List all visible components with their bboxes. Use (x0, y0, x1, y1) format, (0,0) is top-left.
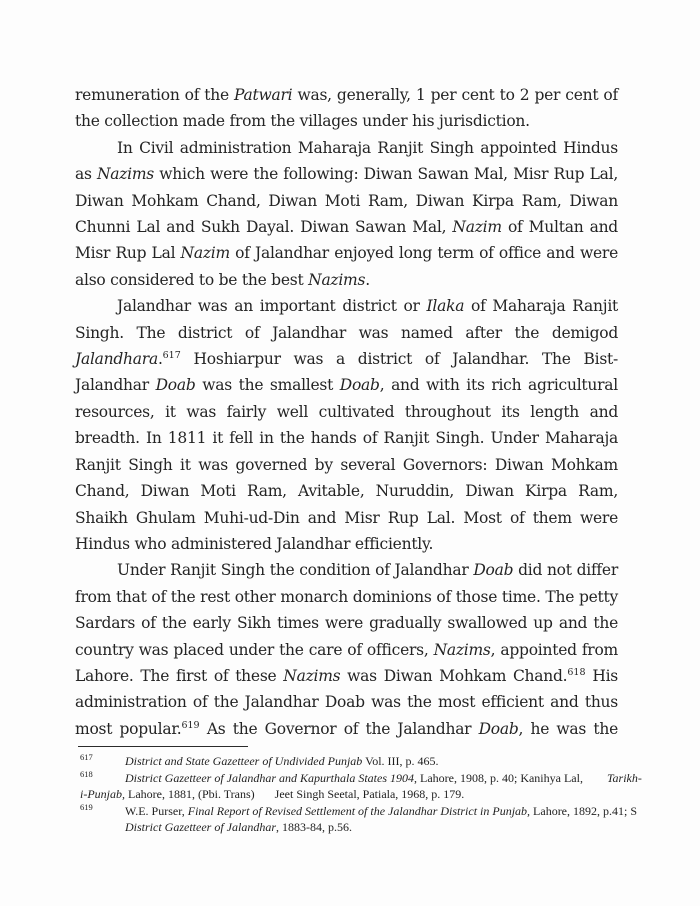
text-run: . (157, 350, 163, 369)
footnote-line (80, 770, 692, 787)
footnote-line (80, 753, 692, 770)
text-run: did not differ from that of the rest other monarch dominions of those time. The petty Sardars of the early Sikh times were gradually swallowed up and the country was placed under the care of officers, (75, 561, 619, 659)
text-run: , he was the (518, 719, 618, 738)
italic-text: District Gazetteer of Jalandhar and Kapurthala States 1904 (125, 770, 414, 785)
italic-text: District and State Gazetteer of Undivided Punjab (125, 754, 363, 768)
italic-text: Nazims (96, 165, 155, 184)
footnote-line (80, 803, 692, 820)
paragraph (75, 557, 618, 742)
text-run: Jeet Singh Seetal, Patiala, 1968, p. 179. (274, 787, 465, 801)
footnote-number: 619 (80, 801, 93, 812)
italic-text: Patwari (234, 86, 293, 104)
text-run: which were the following: Diwan Sawan Mal, Misr Rup Lal, Diwan Mohkam Chand, Diwan Moti Ram, Diwan Kirpa Ram, Diwan Chunni Lal and Sukh Dayal. Diwan Sawan Mal, (75, 165, 618, 237)
text-run: W.E. Purser, (125, 803, 188, 818)
italic-text: Doab (473, 561, 514, 580)
footnote-line (80, 819, 692, 836)
text-run: In Civil administration Maharaja Ranjit Singh appointed Hindus as (75, 138, 618, 184)
footnote-separator (78, 746, 248, 747)
italic-text: Jalandhara (75, 350, 158, 369)
italic-text: Nazims (283, 666, 341, 685)
paragraph (75, 293, 618, 557)
footnote-ref: 619 (181, 719, 200, 731)
italic-text: Nazim (452, 218, 502, 237)
italic-text: District Gazetteer of Jalandhar (125, 820, 276, 834)
text-run: As the Governor of the Jalandhar (199, 719, 479, 738)
text-run: Vol. III, p. 465. (362, 754, 439, 768)
italic-text: Final Report of Revised Settlement of the Jalandhar District in Punjab, (187, 803, 531, 818)
italic-text: Doab (155, 376, 196, 395)
text-run: of Multan and Misr Rup Lal (75, 218, 618, 263)
text-run: Lahore, 1892, p.41; S (530, 803, 638, 818)
text-run: , 1883-84, p.56. (275, 820, 352, 834)
footnote (80, 753, 692, 770)
italic-text: Tarikh- (606, 770, 642, 785)
footnote-line (80, 786, 692, 803)
paragraph (75, 82, 618, 135)
text-run: His administration of the Jalandhar Doab was the most efficient and thus most popular. (75, 666, 619, 738)
text-run: of Maharaja Ranjit Singh. The district of Jalandhar was named after the demigod (75, 297, 618, 342)
footnote (80, 803, 692, 836)
italic-text: Nazims (433, 640, 491, 659)
text-run: . (365, 270, 370, 289)
italic-text: Ilaka (426, 297, 465, 316)
text-run: Lahore, 1881, (Pbi. Trans) (125, 787, 255, 801)
text-run: of Jalandhar enjoyed long term of office and were also considered to be the best (75, 244, 618, 289)
footnote-ref: 617 (162, 350, 181, 362)
footnote-number: 617 (80, 752, 93, 762)
footnote (80, 770, 692, 803)
italic-text: Nazims (308, 270, 366, 289)
text-run: , Lahore, 1908, p. 40; Kanihya Lal, (414, 770, 583, 785)
footnote-number: 618 (80, 768, 93, 779)
text-run: Under Ranjit Singh the condition of Jalandhar (117, 561, 474, 580)
footnote-ref: 618 (567, 666, 586, 678)
footnotes (80, 753, 692, 836)
italic-text: Doab (478, 719, 519, 738)
body-text (75, 82, 618, 742)
text-run: Jalandhar was an important district or (117, 297, 427, 316)
text-run: , appointed from Lahore. The first of these (75, 640, 618, 685)
italic-text: i-Punjab, (80, 787, 125, 801)
paragraph (75, 135, 618, 293)
text-run: remuneration of the (75, 86, 235, 104)
text-run: , and with its rich agricultural resources, it was fairly well cultivated throughout its length and breadth. In 1811 it fell in the hands of Ranjit Singh. Under Maharaja Ranjit Singh it was governed by several Governors: Diwan Mohkam Chand, Diwan Moti Ram, Avitable, Nuruddin, Diwan Kirpa Ram, Shaikh Ghulam Muhi-ud-Din and Misr Rup Lal. Most of them were Hindus who administered Jalandhar efficiently. (75, 376, 618, 553)
text-run: Hoshiarpur was a district of Jalandhar. The Bist-Jalandhar (75, 350, 618, 395)
text-run: was Diwan Mohkam Chand. (340, 666, 568, 685)
text-run: was, generally, 1 per cent to 2 per cent of the collection made from the villages under his jurisdiction. (75, 86, 619, 131)
italic-text: Nazim (180, 244, 230, 263)
text-run: was the smallest (195, 376, 340, 395)
italic-text: Doab (339, 376, 380, 395)
